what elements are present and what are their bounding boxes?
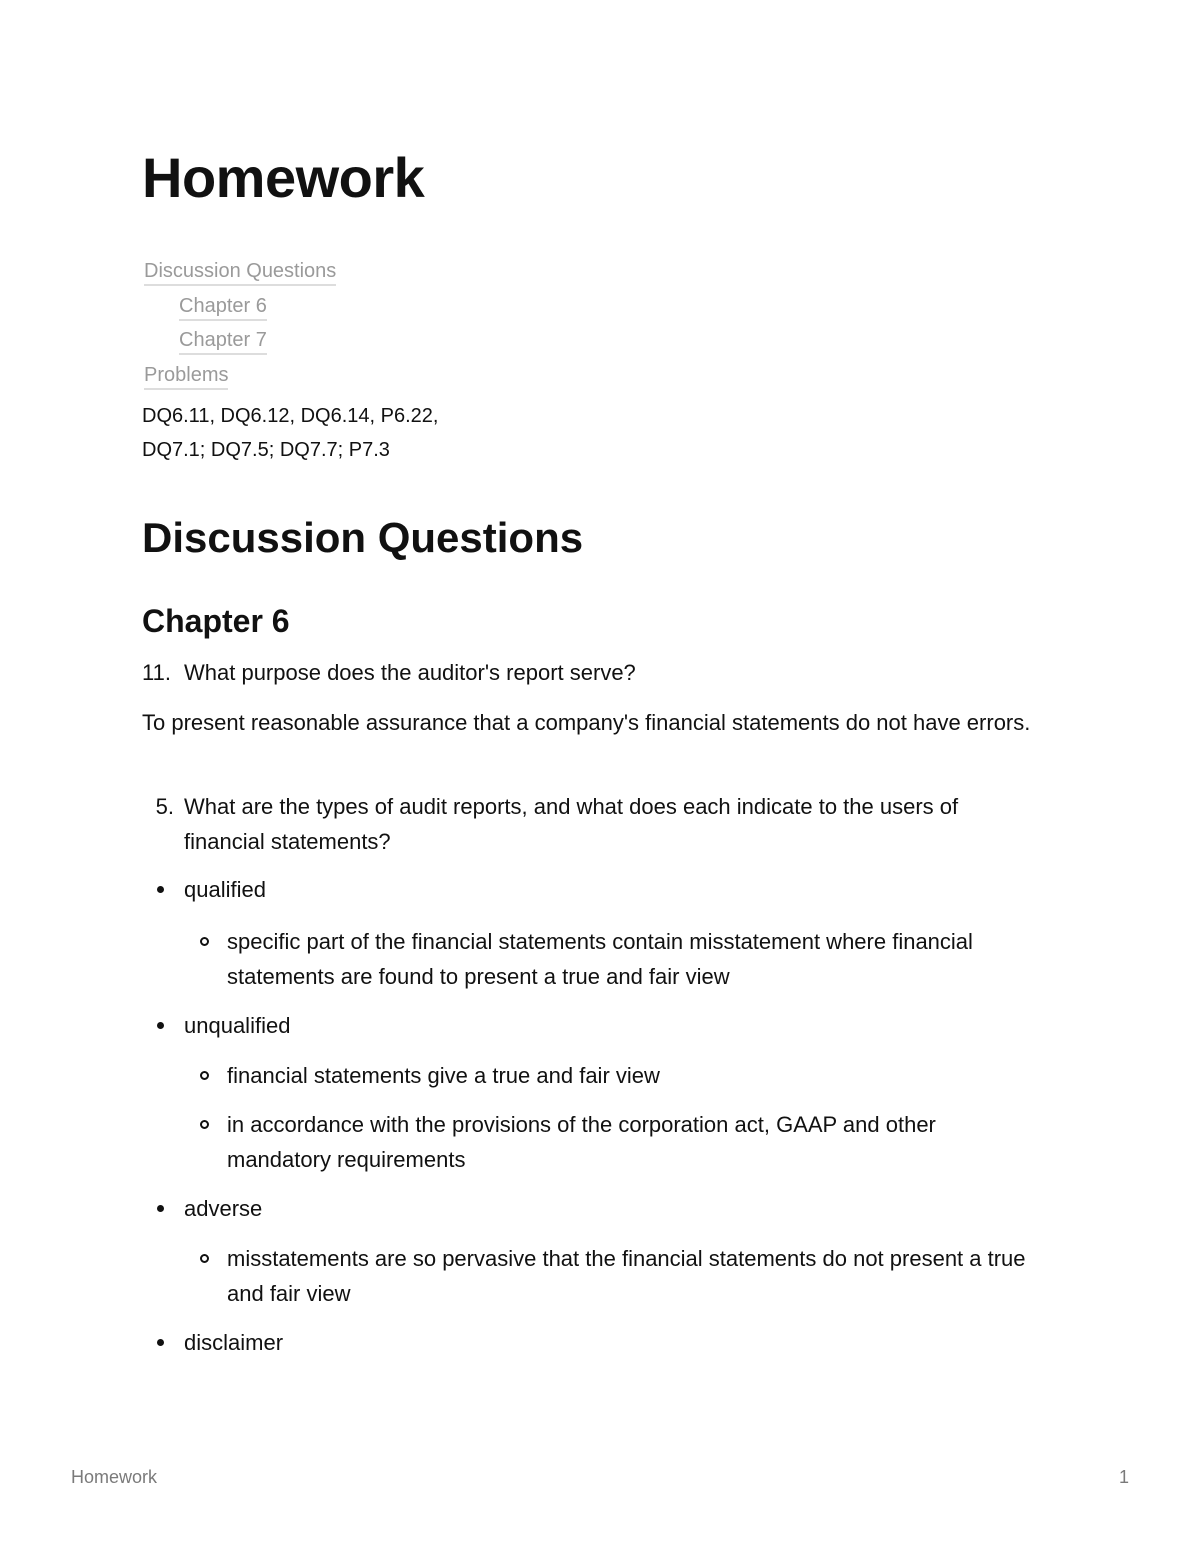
- sub-list-item: [185, 1058, 1045, 1093]
- list-item-text: adverse: [184, 1196, 263, 1221]
- table-of-contents: [144, 258, 336, 396]
- bullet-icon: [142, 1325, 184, 1360]
- toc-link-chapter-7[interactable]: Chapter 7: [179, 327, 267, 355]
- sub-list-item: [185, 1241, 1045, 1311]
- hollow-bullet-icon: [185, 1058, 227, 1093]
- list-item-text: financial statements give a true and fair view: [227, 1063, 660, 1088]
- question-5: [142, 789, 1032, 859]
- hollow-bullet-icon: [185, 1241, 227, 1311]
- hollow-bullet-icon: [185, 924, 227, 994]
- page-number: 1: [1118, 1467, 1129, 1487]
- list-item-text: disclaimer: [184, 1330, 284, 1355]
- hollow-bullet-icon: [185, 1107, 227, 1177]
- question-11: [142, 655, 1042, 690]
- list-item-adverse: [142, 1191, 1042, 1226]
- assignment-line-1: DQ6.11, DQ6.12, DQ6.14, P6.22,: [142, 405, 439, 427]
- question-number: 11.: [142, 660, 171, 685]
- list-item-text: unqualified: [184, 1013, 291, 1038]
- toc-link-chapter-6[interactable]: Chapter 6: [179, 293, 267, 321]
- sub-list-item: [185, 1107, 1045, 1177]
- chapter-heading: Chapter 6: [142, 603, 290, 639]
- assignment-line-2: DQ7.1; DQ7.5; DQ7.7; P7.3: [142, 439, 390, 461]
- list-item-text: in accordance with the provisions of the corporation act, GAAP and other mandatory requirements: [227, 1112, 936, 1172]
- footer-title: Homework: [71, 1467, 158, 1487]
- list-item-qualified: [142, 872, 1042, 907]
- answer-11: To present reasonable assurance that a company's financial statements do not have errors.: [142, 710, 1031, 735]
- list-item-disclaimer: [142, 1325, 1042, 1360]
- list-item-text: misstatements are so pervasive that the financial statements do not present a true and fair view: [227, 1246, 1026, 1306]
- bullet-icon: [142, 1191, 184, 1226]
- bullet-icon: [142, 872, 184, 907]
- bullet-icon: [142, 1008, 184, 1043]
- question-text: What purpose does the auditor's report serve?: [184, 660, 636, 685]
- question-text: What are the types of audit reports, and what does each indicate to the users of financial statements?: [184, 794, 959, 854]
- sub-list-item: [185, 924, 1045, 994]
- document-title: Homework: [142, 146, 425, 209]
- question-number: 5.: [155, 794, 174, 819]
- assignment-list: [142, 399, 438, 467]
- list-item-text: qualified: [184, 877, 266, 902]
- toc-link-discussion-questions[interactable]: Discussion Questions: [144, 258, 336, 286]
- section-heading: Discussion Questions: [142, 514, 584, 561]
- toc-link-problems[interactable]: Problems: [144, 362, 228, 390]
- list-item-text: specific part of the financial statements contain misstatement where financial statements are found to present a true and fair view: [227, 929, 973, 989]
- list-item-unqualified: [142, 1008, 1042, 1043]
